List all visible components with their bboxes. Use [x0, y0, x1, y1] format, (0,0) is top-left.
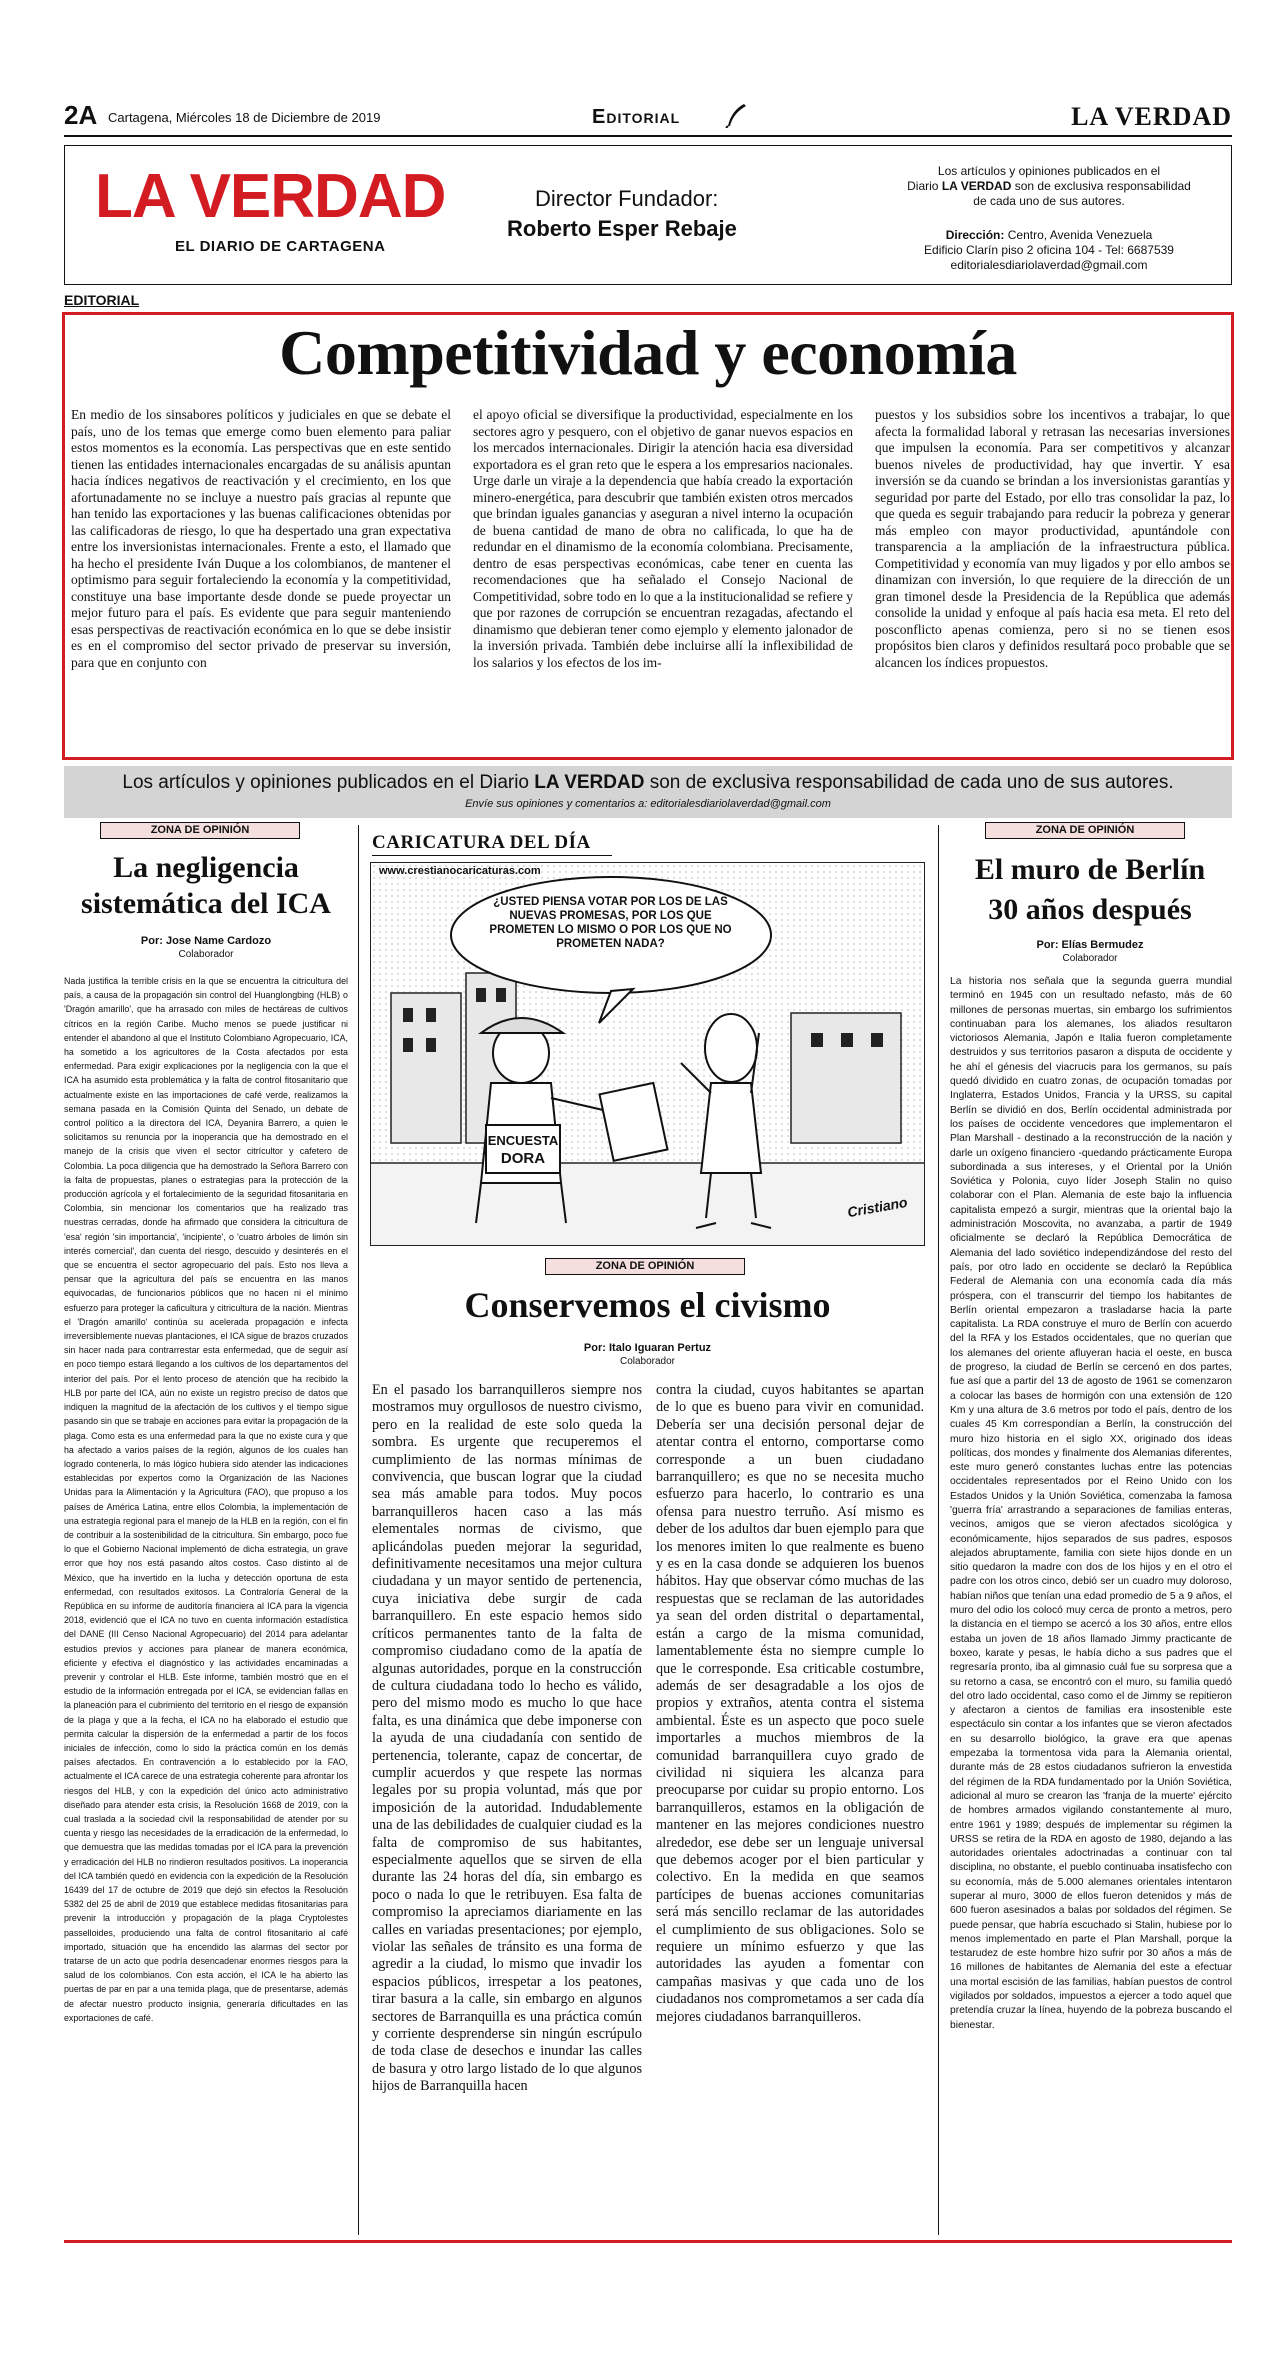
disclaimer-resp: son de exclusiva responsabilidad	[1014, 179, 1191, 193]
cartoon-watermark: www.crestianocaricaturas.com	[379, 865, 541, 877]
disclaimer-diario: Diario	[907, 179, 939, 193]
paper-name-header: LA VERDAD	[1071, 102, 1232, 131]
center-column-1: En el pasado los barranquilleros siempre nos mostramos muy orgullosos de nuestro civismo, pero en la realidad de este solo queda la sombra. Es urgente que recuperemos el cumplimiento de las normas mínimas de convivencia, que buscan lograr que la ciudad sea más amable para todos. Muy pocos barranquilleros hacen caso a las más elementales normas de civismo, que aplicándolas pueden mejorar la seguridad, definitivamente necesitamos una mejor cultura ciudadana y un mayor sentido de pertenencia, cuya iniciativa debe surgir de cada barranquillero. En este espacio hemos sido críticos permanentes tanto de la falta de compromiso ciudadano como de la apatía de algunas autoridades, porque en la construcción de cultura ciudadana todo lo hecho es válido, pero del mismo modo es mucho lo que hace falta, es una dinámica que debe imponerse con la ayuda de una ciudadanía con sentido de pertenencia, tolerante, capaz de concertar, de cumplir acuerdos y que respete las normas legales por su propia voluntad, más que por imposición de la autoridad. Indudablemente una de las debilidades de cualquier ciudad es la falta de compromiso de sus habitantes, especialmente aquellos que se sirven de ella durante las 24 horas del día, sin embargo es poco o nada lo que le retribuyen. Esa falta de compromiso la apreciamos diariamente en las calles en variadas presentaciones; por ejemplo, violar las señales de tránsito es una forma de agredir a la ciudad, lo mismo que invadir los espacios públicos, irrespetar a los peatones, tirar basura a la calle, sin embargo en algunos sectores de Barranquilla es una práctica común y corriente desprenderse sin ningún escrúpulo de toda clase de desechos e inundar las calles de basura y otro largo listado de lo que algunos hijos de Barranquilla hacen	[372, 1382, 642, 2095]
center-column-2: contra la ciudad, cuyos habitantes se apartan de lo que es bueno para vivir en comunidad. Debería ser una decisión personal dejar de atentar contra el entorno, comportarse como corresponde a un buen ciudadano barranquillero; es que no se necesita mucho esfuerzo para hacerlo, lo contrario es una ofensa para nuestro terruño. Así mismo es deber de los adultos dar buen ejemplo para que los menores imiten lo que realmente es bueno y es en la casa donde se adquieren los buenos hábitos. Hay que observar cómo muchas de las respuestas que se reclaman de las autoridades ya sean del orden distrital o departamental, están a cargo de la misma comunidad, lamentablemente ésta no siempre cumple lo que le corresponde. Esa criticable costumbre, además de ser desagradable a los ojos de propios y extraños, atenta contra el sistema ambiental. Éste es un aspecto que poco suele importarles a muchos miembros de la comunidad barranquillera cuyo grado de civilidad ni siquiera les alcanza para preocuparse por cuidar su propio entorno. Los barranquilleros, estamos en la obligación de mantener en las mejores condiciones nuestro alrededor, ese debe ser un lenguaje universal que debemos acoger por el bien particular y colectivo. En la medida en que seamos partícipes de buenas acciones comunitarias será más sencillo reclamar de las autoridades el cumplimiento de sus obligaciones. Solo se requiere un mínimo esfuerzo y que las autoridades las ayuden a fomentar con campañas masivas y que cada uno de los ciudadanos nos comprometamos a ser cada día mejores ciudadanos barranquilleros.	[656, 1382, 924, 2025]
right-article-title	[948, 850, 1232, 930]
banner-text	[64, 772, 1232, 794]
column-divider-left	[358, 825, 359, 2235]
cartoon-signature: Cristiano	[846, 1193, 909, 1221]
left-article-title	[64, 850, 348, 922]
right-byline: Por: Elías Bermudez	[1036, 939, 1144, 951]
right-role: Colaborador	[1062, 953, 1118, 964]
editorial-column-1: En medio de los sinsabores políticos y judiciales en que se debate el país, uno de los temas que emerge como buen elemento para paliar estos momentos es la economía. Las perspectivas que en este sentido tienen las entidades internacionales encargadas de su análisis apuntan hacia índices negativos de reactivación y el crecimiento, en los que afortunadamente no se incluye a nuestro país gracias al repunte que han tenido las exportaciones y las buenas calificaciones obtenidas por las calificadoras de riesgo, lo que ha despertado una gran expectativa entre los inversionistas internacionales. Frente a esto, el llamado que ha hecho el presidente Iván Duque a los colombianos, de mantener el optimismo para seguir fortaleciendo la economía y la competitividad, constituye una base importante desde donde se puede proyectar un mejor futuro para el país. Es evidente que para seguir manteniendo esas perspectivas de reactivación económica en lo que se debe insistir es en el compromiso del sector privado de preservar su inversión, para que en conjunto con	[71, 407, 451, 670]
address-line-1	[889, 228, 1209, 243]
logo: LA VERDAD	[95, 162, 446, 231]
right-title-line-1: El muro de Berlín	[974, 853, 1206, 886]
cartoon-label: CARICATURA DEL DÍA	[372, 832, 591, 853]
editorial-column-3: puestos y los subsidios sobre los incentivos a trabajar, lo que afecta la formalidad laboral y retrasan las necesarias inversiones que impulsen la economía. Para ser competitivos y alcanzar buenos niveles de productividad, hay que invertir. Y esa inversión se da cuando se brindan a los inversionistas garantías y seguridad por parte del Estado, por ello tras consolidar la paz, lo que queda es seguir trabajando para reducir la pobreza y generar más empleo con mayor productividad, apuntándole con transparencia a la ampliación de la infraestructura pública. Competitividad y economía van muy ligados y por ello ambos se dinamizan con inversión, lo que requiere de la dirección de un gran timonel desde la Presidencia de la República que además consolide la unidad y enfoque al país hacia esa meta. El reto del posconflicto apenas comienza, pero si no se tienen esos propósitos bien claros y definidos resultará poco probable que se alcancen los índices propuestos.	[875, 407, 1230, 670]
center-byline: Por: Italo Iguaran Pertuz	[583, 1342, 712, 1354]
address-street: Centro, Avenida Venezuela	[1007, 228, 1153, 242]
masthead-address	[889, 228, 1209, 273]
cartoon-label-rule	[372, 855, 612, 856]
banner-email[interactable]: Envíe sus opiniones y comentarios a: editorialesdiariolaverdad@gmail.com	[465, 798, 831, 810]
address-label: Dirección:	[945, 228, 1005, 242]
section-name: Editorial	[592, 106, 681, 128]
svg-text:DORA: DORA	[500, 1150, 546, 1167]
left-title-line-1: La negligencia	[113, 851, 299, 884]
disclaimer-banner	[64, 766, 1232, 818]
page-number: 2A	[64, 100, 98, 130]
left-title-line-2: sistemática del ICA	[81, 887, 331, 920]
editorial-title: Competitividad y economía	[279, 317, 1017, 388]
address-line-2: Edificio Clarín piso 2 oficina 104 - Tel: 6687539	[924, 243, 1174, 257]
banner-paper: LA VERDAD	[534, 772, 645, 793]
right-title-line-2: 30 años después	[988, 893, 1192, 926]
disclaimer-line-3: de cada uno de sus autores.	[973, 194, 1125, 208]
quill-icon	[724, 102, 748, 133]
left-byline: Por: Jose Name Cardozo	[140, 935, 272, 947]
left-role: Colaborador	[178, 949, 234, 960]
page-header	[64, 100, 1232, 132]
editorial-column-2: el apoyo oficial se diversifique la productividad, especialmente en los sectores agro y pesquero, con el objetivo de ganar nuevos espacios en los mercados internacionales. Dirigir la atención hacia esa diversidad exportadora es el gran reto que le espera a los empresarios nacionales. Urge darle un viraje a la dependencia que había creado la exportación minero-energética, para descubrir que también existen otros mercados que brindan iguales ganancias y aseguran a nivel interno la ocupación de buena cantidad de mano de obra no calificada, lo que ha de redundar en el dinamismo de la economía colombiana. Precisamente, dentro de esas perspectivas económicas, cabe tener en cuenta las recomendaciones que ha señalado el Consejo Nacional de Competitividad, sobre todo en lo que a la institucionalidad se refiere y que por razones de corrupción se encuentran rezagadas, afectando el dinamismo que debieran tener como ejemplo y elemento jalonador de la inversión privada. También debe incluirse allí la inflexibilidad de los salarios y los efectos de los im-	[473, 407, 853, 670]
banner-text-pre: Los artículos y opiniones publicados en el Diario	[122, 772, 530, 793]
disclaimer-line-1: Los artículos y opiniones publicados en el	[937, 164, 1161, 178]
disclaimer-line-2	[889, 179, 1209, 194]
masthead-email[interactable]: editorialesdiariolaverdad@gmail.com	[950, 258, 1148, 272]
cartoon-speech: ¿USTED PIENSA VOTAR POR LOS DE LAS NUEVAS PROMESAS, POR LOS QUE PROMETEN LO MISMO O POR LOS QUE NO PROMETEN NADA?	[489, 896, 732, 950]
column-divider-right	[938, 825, 939, 2235]
director-name: Roberto Esper Rebaje	[507, 216, 737, 241]
masthead-box	[64, 145, 1232, 285]
footer-rule	[64, 2240, 1232, 2243]
center-article-title: Conservemos el civismo	[464, 1285, 831, 1325]
left-article-body: Nada justifica la terrible crisis en la que se encuentra la citricultura del país, a causa de la propagación sin control del Huanglongbing (HLB) o 'Dragón amarillo', que ha arrasado con miles de hectáreas de cultivos cítricos en la región Caribe. Mucho menos se puede justificar ni entender el abandono al que el Instituto Colombiano Agropecuario, ICA, ha sometido a los agricultores de la Costa afectados por esta enfermedad. Para exigir explicaciones por la negligencia con la que el ICA ha asumido esta problemática y la falta de control fitosanitario que actualmente existe en las importaciones de café verde, realizamos la semana pasada en la Comisión Quinta del Senado, un debate de control político a la directora del ICA, Deyanira Barrero, a quien le solicitamos su renuncia por la inoperancia que ha demostrado en el manejo de la crisis que viven el sector citrícultor y cafetero de Colombia. La poca diligencia que ha demostrado la Señora Barrero con la falta de propuestas, planes o estrategias para la protección de la producción agrícola y el fortalecimiento de la seguridad fitosanitaria en Colombia, sin mencionar los comentarios que ha realizado tras nuestras cerradas, donde ha afirmado que considera la citricultura de 'esa' región 'sin importancia', 'incipiente', o 'cuatro árboles de limón sin interés comercial', dan cuenta del riesgo, descuido y desinterés en el que se encuentra el sector agropecuario del país. Esto nos lleva a pensar que la agricultura del país se encuentra en las manos equivocadas, de funcionarios públicos que no hacen ni el mínimo esfuerzo para proteger la caficultura y citricultura de la nación. Mientras el 'Dragón amarillo' continúa su acelerada propagación e infecta irreversiblemente nuevas plantaciones, el ICA sigue de brazos cruzados sin hacer nada para contrarrestar esta enfermedad, que de seguir así en poco tiempo estará llegando a los cultivos de los departamentos del interior del país. Por el lento proceso de atención que ha recibido la HLB por parte del ICA, aún no existe un registro preciso de datos que indiquen la magnitud de la afectación de los cultivos y el tiempo sigue pasando sin que se trabaje en acciones para evitar la propagación de la plaga. Como esta es una enfermedad para la que no existe cura y que ha afectado a varios países de la región, algunos de los cuales han logrado contenerla, lo más lógico hubiera sido atender las indicaciones establecidas por expertos como la Organización de las Naciones Unidas para la Alimentación y la Agricultura (FAO), que propuso a los países de América Latina, entre ellos Colombia, la implementación de una estrategia regional para el manejo de la HLB en la región, con el fin de contribuir a la sostenibilidad de la citricultura. Sin embargo, poco fue lo que el Gobierno Nacional implementó de dicha estrategia, un grave error que hoy nos está pasando altos costos. Caso distinto al de México, que ha invertido en la lucha y detección oportuna de esta enfermedad, con resultados exitosos. La Contraloría General de la República en su informe de auditoría financiera al ICA para la vigencia 2018, evidenció que el ICA no tuvo en cuenta información estadística del DANE (III Censo Nacional Agropecuario) del 2014 para adelantar estudios previos y acciones para planear de manera económica, eficiente y efectiva el diagnóstico y las actividades encaminadas a prevenir y controlar el HLB. Este informe, también mostró que en el estudio de la información entregada por el ICA, se evidencian fallas en la planeación para el cubrimiento del territorio en el riesgo de expansión de la plaga y que a la fecha, el ICA no ha elaborado el estudio que permita calcular la dispersión de la enfermedad a partir de los focos iniciales de infección, como lo sido la práctica común en los demás países afectados. En contravención a lo establecido por la FAO, actualmente el ICA carece de una estrategia coherente para afrontar los riesgos del HLB, y con la expedición del único acto administrativo diseñado para atender esta crisis, la Resolución 1668 de 2019, con la cual traslada a la sociedad civil la responsabilidad de atender por su cuenta y riesgo las necesidades de la erradicación de la enfermedad, lo que demuestra que las medidas tomadas por el ICA para la prevención y erradicación del HLB no rindieron resultados positivos. La inoperancia del ICA también quedó en evidencia con la expedición de la Resolución 16439 del 17 de octubre de 2019 que dejó sin efectos la Resolución 5382 del 25 de abril de 2019 que establece medidas fitosanitarias para prevenir la introducción y propagación de la plaga Cryptolestes passelloides, produciendo una falta de control fitosanitario al café importado, situación que ha encendido las alarmas del sector por tratarse de un acto que podría desencadenar enormes riesgos para la salud de los colombianos. Con esta acción, el ICA le ha abierto las puertas de par en par a una temida plaga, que de presentarse, además de afectar nuestro producto insignia, generaría dificultades en las exportaciones de café.	[64, 976, 348, 2023]
editorial-box	[62, 312, 1234, 760]
header-rule	[64, 135, 1232, 137]
banner-text-post: son de exclusiva responsabilidad de cada uno de sus autores.	[649, 772, 1174, 793]
director-label: Director Fundador:	[535, 186, 719, 211]
zone-badge-right: ZONA DE OPINIÓN	[985, 822, 1185, 839]
editorial-label: EDITORIAL	[64, 292, 140, 308]
bag-text: ENCUESTA	[487, 1133, 559, 1148]
zone-badge-left: ZONA DE OPINIÓN	[100, 822, 300, 839]
masthead-disclaimer	[889, 164, 1209, 209]
center-role: Colaborador	[619, 1356, 676, 1367]
right-article-body: La historia nos señala que la segunda guerra mundial terminó en 1945 con un resultado nefasto, más de 60 millones de personas muertas, sin embargo los sufrimientos continuaban para los alemanes, los aliados resultaron victoriosos Alemania, Japón e Italia fueron completamente destruidos y sus territorios pasaron a disputa de occidente y he ahí el génesis del viacrucis para los germanos, su país quedó dividido en cuatro zonas, de ocupación tomadas por Inglaterra, Estados Unidos, Francia y la URSS, su capital Berlín se dividió en dos, Berlín occidental administrada por los países de occidente vencedores que implementaron el Plan Marshall - destinado a la reconstrucción de la nación y darle un oxígeno financiero -quedando prácticamente Europa subordinada a sus intereses, y el Oriental por la Unión Soviética y Polonia, cuyo líder Joseph Stalin no quiso colaborar con el Plan. Alemania de este bajo la influencia capitalista empezó a surgir, mientras que la oriental bajo la administración Moscovita, no avanzaba, a partir de 1949 oficialmente se declaró la República Democrática de Alemania del lado soviético independizándose del resto del país, por otro lado en occidente se declaró la República Federal de Alemania con una economía cada día más próspera, con el transcurrir del tiempo los habitantes de Berlín oriental empezaron a trasladarse hacia la parte capitalista. La RDA construye el muro de Berlín con acuerdo del la RFA y los Estados occidentales, que no querían que los alemanes del oriente afluyeran hacia el oeste, en busca de progreso, la ciudad de Berlín se cercenó en dos partes, fue así que a partir del 13 de agosto de 1961 se comenzaron a colocar las bases de hormigón con una extensión de 120 Km y una altura de 3.6 metros por todo el país, dentro de los cuales 45 Km correspondían a Berlín, la construcción del muro hizo historia en el siglo XX, originado dos ideas políticas, dos mondes y finalmente dos Alemanias diferentes, este muro generó constantes luchas entre las potencias occidentales representados por el Reino Unido con los Estados Unidos y la Unión Soviética, comenzaba la famosa 'guerra fría' arrastrando a separaciones de familias enteras, vecinos, amigos que se vieron afectados sicológica y económicamente, hijos separados de sus padres, esposos alejados abruptamente, familia con siete hijos donde en un sitio quedaron la madre con dos de los hijos y en el otro el padre con los otros cinco, debió ser un cuadro muy doloroso, habían niños que tenían una edad promedio de 5 a 9 años, el muro del odio los colocó muy cerca de pronto a metros, pero la distancia en el tiempo se acercó a los 30 años, entre ellos estaba un joven de 18 años llamado Jimmy practicante de boxeo, karate y pesas, le había dicho a sus padres que el regresaría pronto, iba al gimnasio cuál fue su sorpresa que a su retorno a casa, se encontró con el muro, su familia quedó del otro lado occidental, caso como el de Jimmy se repitieron y afectaron a cientos de familias era insostenible este espectáculo sin contar a los infantes que se vieron afectados en su desarrollo biológico, la grave era que apenas empezaba la tormentosa vida para la Alemania oriental, durante más de 28 estos ciudadanos sufrieron la envestida del régimen de la RDA fundamentado por la Unión Soviética, adicional al muro se crearon las 'franja de la muerte' ejército de hombres armados vigilando constantemente al muro, entre 1961 y 1989; después de implementar su régimen la URSS se retira de la RDA en agosto de 1980, dejando a las autoridades orientales adoctrinadas a continuar con tal disciplina, no obstante, el pueblo continuaba insatisfecho con su economía, más de 5.000 alemanes orientales intentaron superar al muro, 3000 de ellos fueron detenidos y más de 600 fueron asesinados a balas por soldados del régimen. Se puede pensar, que habría escuchado si Stalin, hubiese por lo menos implementado en parte el Plan Marshall, porque la testarudez de este hombre hizo sufrir por 30 años a más de 16 millones de habitantes de Alemania del este a efectuar una mortal escisión de las familias, habían puestos de control vigilados por soldados, impuestos a ejercer a todo aquel que pretendía cruzar la línea, huyendo de la pobreza buscando el bienestar.	[950, 976, 1232, 2031]
cartoon-frame	[370, 862, 925, 1246]
disclaimer-paper: LA VERDAD	[941, 179, 1012, 193]
zone-badge-center: ZONA DE OPINIÓN	[545, 1258, 745, 1275]
logo-subtitle: EL DIARIO DE CARTAGENA	[175, 238, 386, 255]
dateline: Cartagena, Miércoles 18 de Diciembre de 2019	[108, 110, 381, 125]
